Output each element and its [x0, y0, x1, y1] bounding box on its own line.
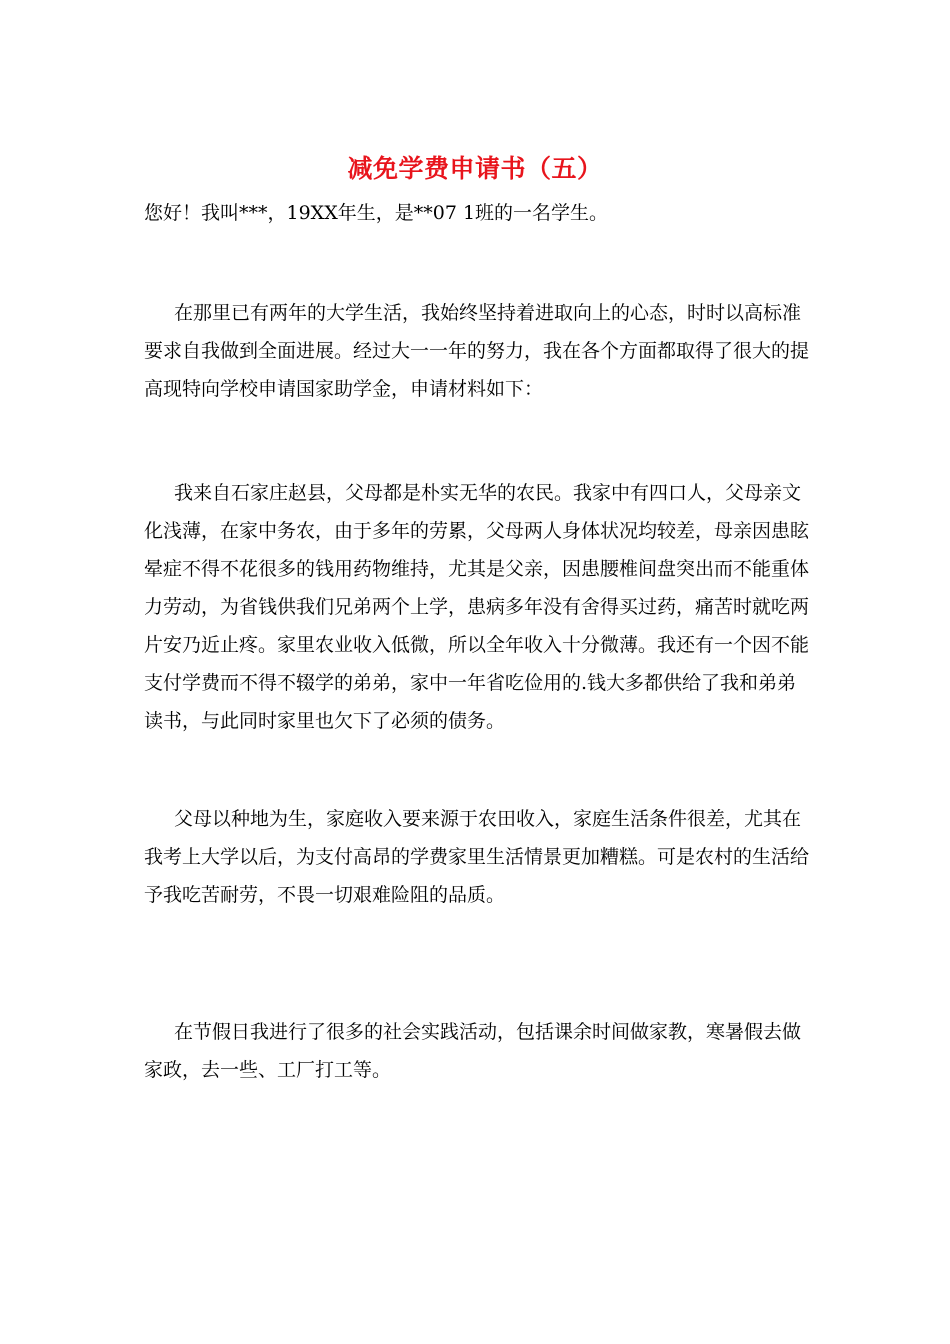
paragraph-3: 父母以种地为生，家庭收入要来源于农田收入，家庭生活条件很差，尤其在我考上大学以后，为支付高昂的学费家里生活情景更加糟糕。可是农村的生活给予我吃苦耐劳，不畏一切艰难险阻的品质。	[144, 808, 810, 906]
paragraph-1: 在那里已有两年的大学生活，我始终坚持着进取向上的心态，时时以高标准要求自我做到全面进展。经过大一一年的努力，我在各个方面都取得了很大的提高现特向学校申请国家助学金，申请材料如下：	[144, 302, 810, 400]
paragraph-4: 在节假日我进行了很多的社会实践活动，包括课余时间做家教，寒暑假去做家政，去一些、工厂打工等。	[144, 1021, 802, 1081]
greeting-line: 您好！我叫***，19XX年生，是**07 1班的一名学生。	[144, 202, 609, 224]
paragraph-2: 我来自石家庄赵县，父母都是朴实无华的农民。我家中有四口人，父母亲文化浅薄，在家中务农，由于多年的劳累，父母两人身体状况均较差，母亲因患眩晕症不得不花很多的钱用药物维持，尤其是父亲，因患腰椎间盘突出而不能重体力劳动，为省钱供我们兄弟两个上学，患病多年没有舍得买过药，痛苦时就吃两片安乃近止疼。家里农业收入低微，所以全年收入十分微薄。我还有一个因不能支付学费而不得不辍学的弟弟，家中一年省吃俭用的.钱大多都供给了我和弟弟读书，与此同时家里也欠下了必须的债务。	[144, 482, 810, 732]
document-title: 减免学费申请书（五）	[347, 154, 603, 183]
